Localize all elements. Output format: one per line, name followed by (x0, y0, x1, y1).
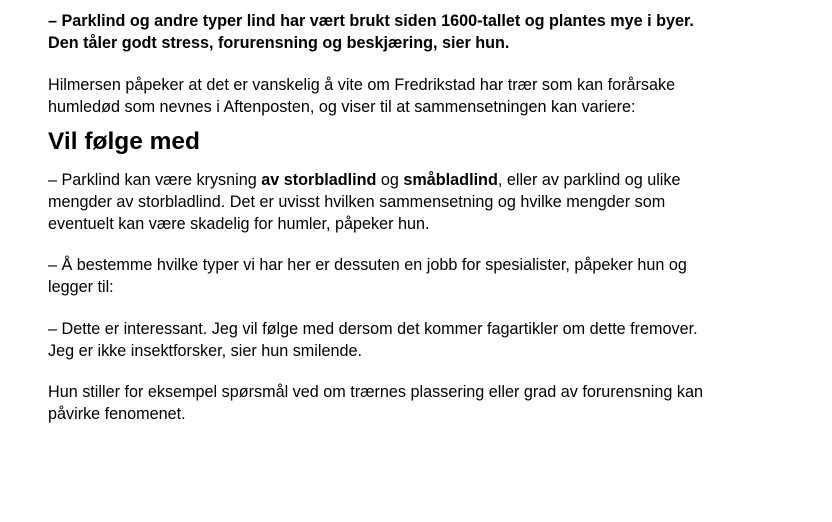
parklind-line-1 (48, 169, 818, 191)
hilmersen-paragraph (48, 74, 818, 118)
paragraph-spacer (48, 235, 818, 254)
parklind-line-3: eventuelt kan være skadelig for humler, påpeker hun. (48, 215, 430, 233)
stiller-line-2: påvirke fenomenet. (48, 405, 186, 423)
intro-quote-line-1: – Parklind og andre typer lind har vært brukt siden 1600-tallet og plantes mye i byer. (48, 12, 694, 30)
bestemme-line-1: – Å bestemme hvilke typer vi har her er dessuten en jobb for spesialister, påpeker hun og (48, 256, 687, 274)
bestemme-paragraph (48, 254, 818, 298)
intro-quote-line-2: Den tåler godt stress, forurensning og beskjæring, sier hun. (48, 34, 510, 52)
paragraph-spacer (48, 362, 818, 381)
smabladlind-bold: småbladlind (403, 171, 498, 189)
hilmersen-line-1: Hilmersen påpeker at det er vanskelig å vite om Fredrikstad har trær som kan forårsake (48, 76, 676, 94)
article-body (48, 10, 818, 425)
interessant-line-1: – Dette er interessant. Jeg vil følge med dersom det kommer fagartikler om dette fremover. (48, 320, 698, 338)
parklind-text-pre: – Parklind kan være krysning (48, 171, 262, 189)
hilmersen-line-2: humledød som nevnes i Aftenposten, og viser til at sammensetningen kan variere: (48, 98, 636, 116)
paragraph-spacer (48, 54, 818, 74)
stiller-paragraph (48, 381, 818, 425)
storbladlind-bold: av storbladlind (261, 171, 377, 189)
parklind-line-2: mengder av storbladlind. Det er uvisst hvilken sammensetning og hvilke mengder som (48, 193, 666, 211)
parklind-text-mid: og (376, 171, 404, 189)
parklind-paragraph (48, 169, 818, 235)
section-heading: Vil følge med (48, 128, 201, 155)
intro-quote-paragraph (48, 10, 818, 54)
stiller-line-1: Hun stiller for eksempel spørsmål ved om trærnes plassering eller grad av forurensning kan (48, 383, 703, 401)
bestemme-line-2: legger til: (48, 278, 114, 296)
paragraph-spacer (48, 298, 818, 318)
parklind-text-post: , eller av parklind og ulike (497, 171, 681, 189)
interessant-paragraph (48, 318, 818, 362)
interessant-line-2: Jeg er ikke insektforsker, sier hun smilende. (48, 342, 362, 360)
